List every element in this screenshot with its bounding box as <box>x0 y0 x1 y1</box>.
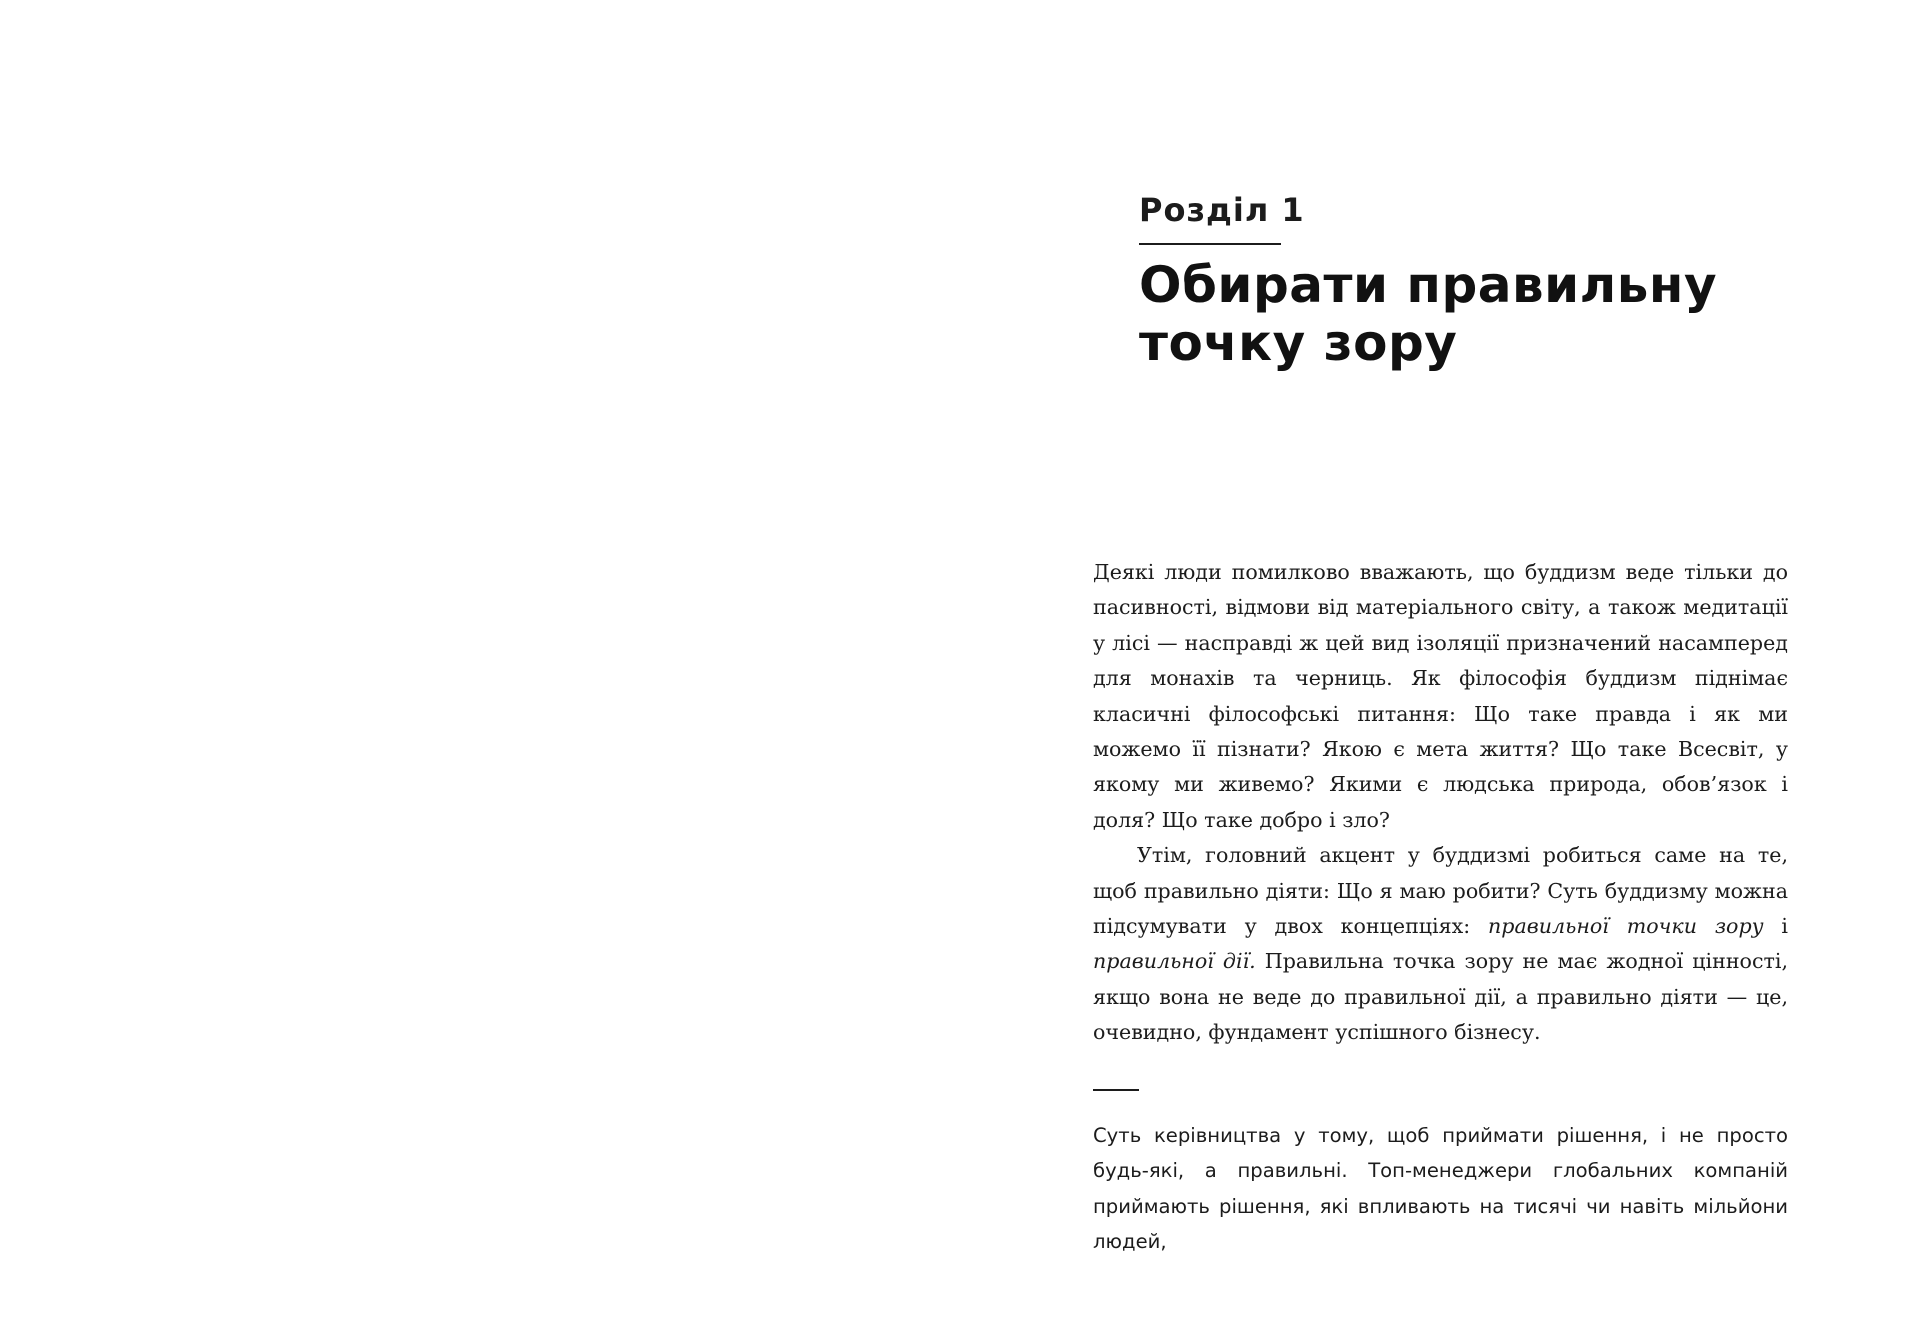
chapter-label: Розділ 1 <box>1139 191 1305 229</box>
section-divider <box>1093 1089 1139 1091</box>
paragraph-2-emphasis-b: правильної дії. <box>1093 949 1256 974</box>
paragraph-2-emphasis-a: правильної точки зору <box>1488 914 1764 939</box>
body-paragraph-1: Деякі люди помилково вважають, що буддизм веде тільки до пасивності, відмови від матеріального світу, а також медитації у лісі — насправді ж цей вид ізоляції призначений насамперед для монахів та черниць. Як філософія буддизм піднімає класичні філософські питання: Що таке правда і як ми можемо її пізнати? Якою є мета життя? Що таке Всесвіт, у якому ми живемо? Якими є людська природа, обов’язок і доля? Що таке добро і зло? <box>1093 560 1788 832</box>
section-2-paragraph: Суть керівництва у тому, щоб приймати рішення, і не просто будь-які, а правильні. Топ-менеджери глобальних компаній приймають рішення, які впливають на тисячі чи навіть мільйони людей, <box>1093 1124 1788 1254</box>
chapter-title: Обирати правильну точку зору <box>1139 256 1718 372</box>
body-paragraph-2 <box>1093 838 1788 1050</box>
right-page <box>960 0 1920 1325</box>
body-text <box>1093 555 1788 1051</box>
chapter-underline <box>1139 243 1281 245</box>
paragraph-2-text-a: Утім, головний акцент у буддизмі робиться саме на те, щоб правильно діяти: Що я маю робити? Суть буддизму можна підсумувати у двох концепціях: <box>1093 843 1788 939</box>
paragraph-2-text-c: Правильна точка зору не має жодної цінності, якщо вона не веде до правильної дії, а правильно діяти — це, очевидно, фундамент успішного бізнесу. <box>1093 949 1788 1045</box>
paragraph-2-text-b: і <box>1763 914 1788 939</box>
